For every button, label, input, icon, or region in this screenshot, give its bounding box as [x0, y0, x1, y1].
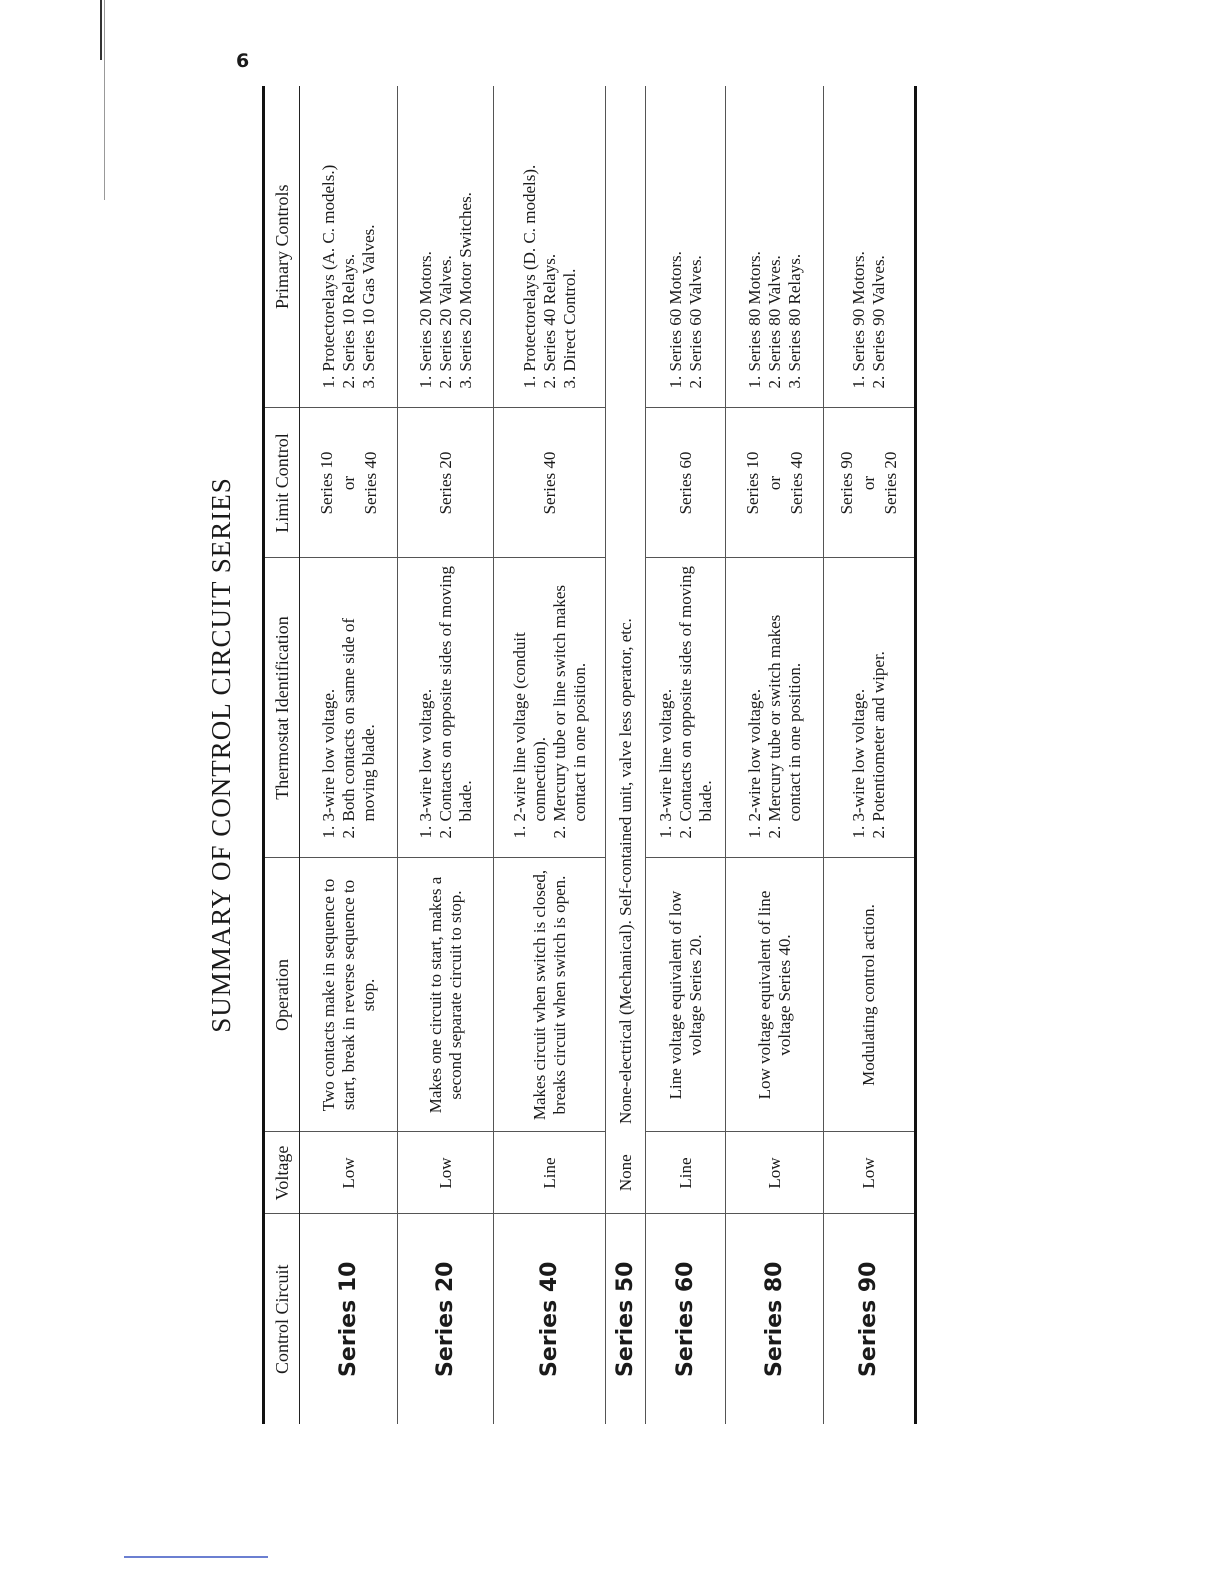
header-voltage: Voltage: [264, 1132, 300, 1214]
limit-line: Series 40: [360, 451, 380, 515]
limit-cell: [726, 408, 824, 558]
limit-line: Series 10: [316, 451, 336, 515]
header-operation: Operation: [264, 858, 300, 1132]
thermostat-item: 2. Mercury tube or line switch makes contact in one position.: [550, 565, 590, 822]
thermostat-item: 2. Contacts on opposite sides of moving blade.: [436, 565, 476, 822]
limit-cell: [824, 408, 916, 558]
voltage-cell: Low: [300, 1132, 398, 1214]
limit-line: Series 20: [881, 451, 900, 515]
footer-rule: [124, 1556, 268, 1558]
table-row: [398, 86, 494, 1424]
limit-line: Series 10: [742, 451, 762, 515]
voltage-cell: Low: [824, 1132, 916, 1214]
circuit-cell: Series 50: [606, 1214, 646, 1424]
description-cell: None-electrical (Mechanical). Self-contained unit, valve less operator, etc.: [606, 86, 646, 1132]
limit-cell: [494, 408, 606, 558]
thermostat-item: 1. 3-wire line voltage.: [656, 565, 676, 822]
primary-item: 2. Series 80 Valves.: [765, 92, 785, 372]
header-row: [264, 86, 300, 1424]
thermostat-cell: [300, 558, 398, 858]
control-circuit-table: [262, 86, 917, 1424]
circuit-cell: Series 60: [646, 1214, 726, 1424]
limit-line: or: [859, 475, 878, 491]
primary-item: 2. Series 10 Relays.: [339, 92, 359, 372]
table-row: [606, 86, 646, 1424]
primary-item: 1. Series 80 Motors.: [745, 92, 765, 372]
limit-cell: [398, 408, 494, 558]
primary-item: 1. Series 20 Motors.: [416, 92, 436, 372]
operation-cell: Line voltage equivalent of low voltage Series 20.: [646, 858, 726, 1132]
header-limit-control: Limit Control: [264, 408, 300, 558]
primary-item: 1. Series 90 Motors.: [849, 92, 869, 372]
voltage-cell: None: [606, 1132, 646, 1214]
primary-item: 1. Protectorelays (D. C. models).: [520, 92, 540, 372]
voltage-cell: Low: [398, 1132, 494, 1214]
thermostat-cell: [824, 558, 916, 858]
thermostat-cell: [494, 558, 606, 858]
primary-item: 2. Series 20 Valves.: [436, 92, 456, 372]
primary-item: 3. Series 20 Motor Switches.: [456, 92, 476, 372]
limit-cell: [646, 408, 726, 558]
operation-cell: Makes circuit when switch is closed, breaks circuit when switch is open.: [494, 858, 606, 1132]
thermostat-cell: [398, 558, 494, 858]
primary-cell: [300, 86, 398, 408]
page-title: SUMMARY OF CONTROL CIRCUIT SERIES: [206, 477, 236, 1033]
landscape-content: [206, 86, 974, 1424]
primary-cell: [494, 86, 606, 408]
page-number: 6: [236, 50, 250, 72]
limit-line: or: [764, 475, 784, 491]
voltage-cell: Line: [494, 1132, 606, 1214]
thermostat-item: 2. Mercury tube or switch makes contact in one position.: [765, 565, 805, 822]
operation-cell: Makes one circuit to start, makes a second separate circuit to stop.: [398, 858, 494, 1132]
primary-item: 3. Series 80 Relays.: [785, 92, 805, 372]
thermostat-item: 2. Contacts on opposite sides of moving blade.: [676, 565, 716, 822]
thermostat-item: 1. 2-wire low voltage.: [745, 565, 765, 822]
thermostat-cell: [646, 558, 726, 858]
primary-cell: [824, 86, 916, 408]
voltage-cell: Line: [646, 1132, 726, 1214]
limit-line: Series 60: [675, 451, 695, 515]
table-row: [300, 86, 398, 1424]
circuit-cell: Series 20: [398, 1214, 494, 1424]
table-row: [824, 86, 916, 1424]
thermostat-item: 1. 2-wire line voltage (conduit connection).: [510, 565, 550, 822]
primary-cell: [646, 86, 726, 408]
table-row: [494, 86, 606, 1424]
limit-line: Series 20: [435, 451, 455, 515]
limit-line: Series 40: [786, 451, 806, 515]
rotated-table-region: [206, 86, 974, 1424]
circuit-cell: Series 80: [726, 1214, 824, 1424]
primary-item: 1. Protectorelays (A. C. models.): [319, 92, 339, 372]
table-row: [726, 86, 824, 1424]
limit-line: or: [338, 475, 358, 491]
operation-cell: Two contacts make in sequence to start, break in reverse sequence to stop.: [300, 858, 398, 1132]
thermostat-item: 1. 3-wire low voltage.: [416, 565, 436, 822]
operation-cell: Low voltage equivalent of line voltage Series 40.: [726, 858, 824, 1132]
scan-mark: [104, 0, 105, 200]
circuit-cell: Series 40: [494, 1214, 606, 1424]
voltage-cell: Low: [726, 1132, 824, 1214]
table-row: [646, 86, 726, 1424]
primary-cell: [398, 86, 494, 408]
primary-item: 3. Direct Control.: [560, 92, 580, 372]
primary-cell: [726, 86, 824, 408]
operation-cell: Modulating control action.: [824, 858, 916, 1132]
primary-item: 2. Series 90 Valves.: [869, 92, 889, 372]
primary-item: 2. Series 60 Valves.: [686, 92, 706, 372]
thermostat-item: 1. 3-wire low voltage.: [849, 565, 869, 822]
limit-cell: [300, 408, 398, 558]
thermostat-item: 1. 3-wire low voltage.: [319, 565, 339, 822]
thermostat-item: 2. Both contacts on same side of moving blade.: [339, 565, 379, 822]
header-control-circuit: Control Circuit: [264, 1214, 300, 1424]
primary-item: 2. Series 40 Relays.: [540, 92, 560, 372]
limit-line: Series 40: [539, 451, 559, 515]
limit-line: Series 90: [837, 451, 856, 515]
primary-item: 3. Series 10 Gas Valves.: [359, 92, 379, 372]
circuit-cell: Series 10: [300, 1214, 398, 1424]
header-thermostat-identification: Thermostat Identification: [264, 558, 300, 858]
circuit-cell: Series 90: [824, 1214, 916, 1424]
scan-mark: [100, 0, 102, 60]
thermostat-cell: [726, 558, 824, 858]
primary-item: 1. Series 60 Motors.: [666, 92, 686, 372]
thermostat-item: 2. Potentiometer and wiper.: [869, 565, 889, 822]
header-primary-controls: Primary Controls: [264, 86, 300, 408]
